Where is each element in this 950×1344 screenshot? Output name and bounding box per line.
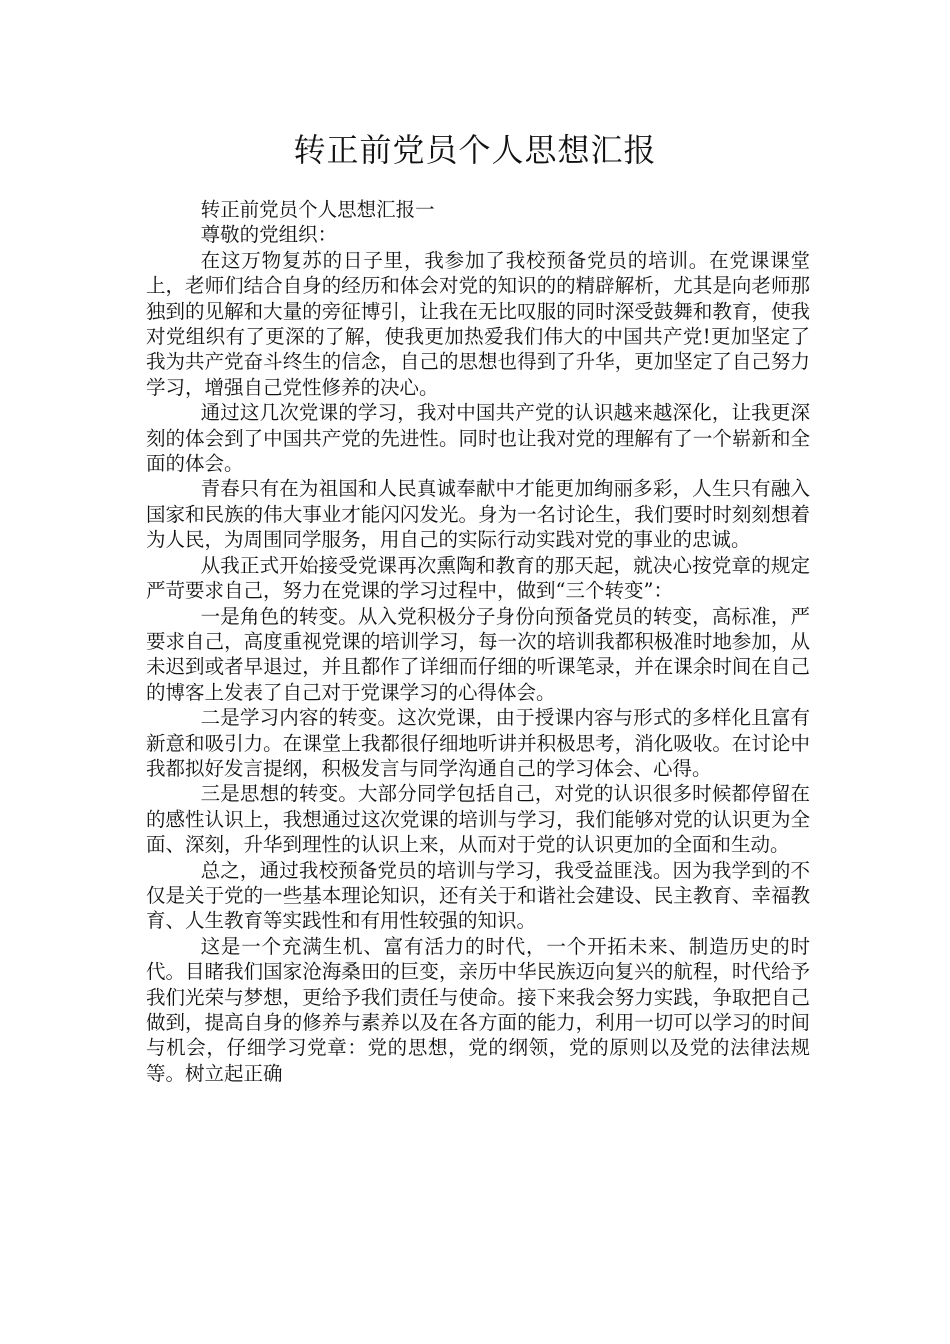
paragraph: 青春只有在为祖国和人民真诚奉献中才能更加绚丽多彩，人生只有融入国家和民族的伟大事业才能闪闪发光。身为一名讨论生，我们要时时刻刻想着为人民，为周围同学服务，用自己的实际行动实践对党的事业的忠诚。 (146, 477, 810, 552)
paragraph: 这是一个充满生机、富有活力的时代，一个开拓未来、制造历史的时代。目睹我们国家沧海桑田的巨变，亲历中华民族迈向复兴的航程，时代给予我们光荣与梦想，更给予我们责任与使命。接下来我会努力实践，争取把自己做到，提高自身的修养与素养以及在各方面的能力，利用一切可以学习的时间与机会，仔细学习党章：党的思想，党的纲领，党的原则以及党的法律法规等。树立起正确 (146, 934, 810, 1085)
document-title: 转正前党员个人思想汇报 (293, 131, 657, 169)
paragraph: 从我正式开始接受党课再次熏陶和教育的那天起，就决心按党章的规定严苛要求自己，努力在党课的学习过程中，做到“三个转变”： (146, 553, 810, 603)
paragraph: 在这万物复苏的日子里，我参加了我校预备党员的培训。在党课课堂上，老师们结合自身的经历和体会对党的知识的的精辟解析，尤其是向老师那独到的见解和大量的旁征博引，让我在无比叹服的同时深受鼓舞和教育，使我对党组织有了更深的了解，使我更加热爱我们伟大的中国共产党!更加坚定了我为共产党奋斗终生的信念，自己的思想也得到了升华，更加坚定了自己努力学习，增强自己党性修养的决心。 (146, 248, 810, 399)
paragraph: 转正前党员个人思想汇报一 (200, 198, 435, 221)
paragraph: 三是思想的转变。大部分同学包括自己，对党的认识很多时候都停留在的感性认识上，我想通过这次党课的培训与学习，我们能够对党的认识更为全面、深刻，升华到理性的认识上来，从而对于党的认识更加的全面和生动。 (146, 782, 810, 857)
paragraph: 尊敬的党组织： (200, 223, 338, 247)
paragraph: 一是角色的转变。从入党积极分子身份向预备党员的转变，高标准，严要求自己，高度重视党课的培训学习，每一次的培训我都积极准时地参加，从未迟到或者早退过，并且都作了详细而仔细的听课笔录，并在课余时间在自己的博客上发表了自己对于党课学习的心得体会。 (146, 604, 810, 704)
paragraph: 通过这几次党课的学习，我对中国共产党的认识越来越深化，让我更深刻的体会到了中国共产党的先进性。同时也让我对党的理解有了一个崭新和全面的体会。 (146, 401, 810, 476)
paragraph: 总之，通过我校预备党员的培训与学习，我受益匪浅。因为我学到的不仅是关于党的一些基本理论知识，还有关于和谐社会建设、民主教育、幸福教育、人生教育等实践性和有用性较强的知识。 (146, 858, 810, 933)
paragraph: 二是学习内容的转变。这次党课，由于授课内容与形式的多样化且富有新意和吸引力。在课堂上我都很仔细地听讲并积极思考，消化吸收。在讨论中我都拟好发言提纲，积极发言与同学沟通自己的学习体会、心得。 (146, 706, 810, 780)
document-body (146, 197, 810, 1086)
